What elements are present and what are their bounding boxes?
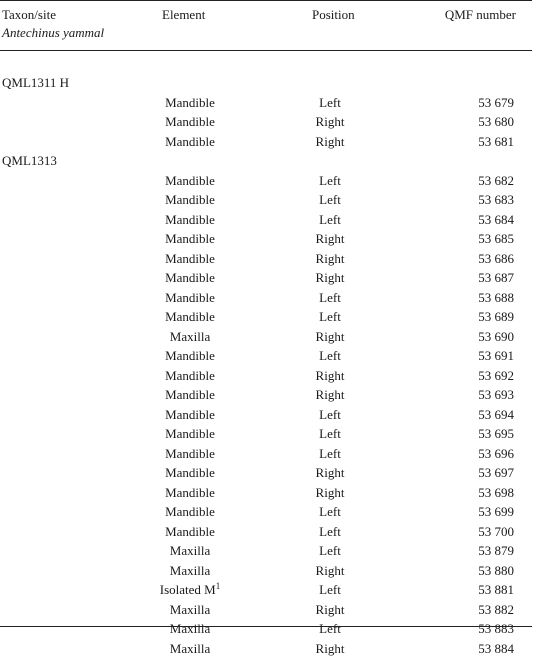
table-row <box>0 249 534 269</box>
element-text: Mandible <box>165 407 215 422</box>
qmf-number-cell: 53 680 <box>478 112 514 132</box>
table-row <box>0 444 534 464</box>
table-row <box>0 424 534 444</box>
header-taxon-site <box>2 6 104 42</box>
element-cell <box>130 561 250 581</box>
element-cell <box>130 463 250 483</box>
qmf-number-cell: 53 684 <box>478 210 514 230</box>
qmf-number-cell: 53 697 <box>478 463 514 483</box>
table-row <box>0 522 534 542</box>
element-text: Isolated M <box>160 582 216 597</box>
position-cell: Right <box>280 366 380 386</box>
position-cell: Left <box>280 424 380 444</box>
position-cell: Left <box>280 190 380 210</box>
qmf-number-cell: 53 700 <box>478 522 514 542</box>
qmf-number-cell: 53 883 <box>478 619 514 639</box>
qmf-number-cell: 53 681 <box>478 132 514 152</box>
header-qmf-number: QMF number <box>445 6 516 24</box>
position-cell: Right <box>280 132 380 152</box>
element-text: Mandible <box>165 173 215 188</box>
element-cell <box>130 93 250 113</box>
element-text: Maxilla <box>170 621 210 636</box>
table-row <box>0 346 534 366</box>
qmf-number-cell: 53 699 <box>478 502 514 522</box>
element-cell <box>130 366 250 386</box>
qmf-number-cell: 53 882 <box>478 600 514 620</box>
table-row <box>0 210 534 230</box>
table-row <box>0 541 534 561</box>
element-cell <box>130 327 250 347</box>
position-cell: Right <box>280 483 380 503</box>
qmf-number-cell: 53 688 <box>478 288 514 308</box>
qmf-number-cell: 53 880 <box>478 561 514 581</box>
table-row <box>0 463 534 483</box>
position-cell: Right <box>280 639 380 658</box>
position-cell: Left <box>280 619 380 639</box>
position-cell: Right <box>280 463 380 483</box>
element-cell <box>130 288 250 308</box>
qmf-number-cell: 53 691 <box>478 346 514 366</box>
table-row <box>0 483 534 503</box>
element-text: Maxilla <box>170 543 210 558</box>
position-cell: Left <box>280 93 380 113</box>
element-cell <box>130 210 250 230</box>
site-row <box>0 73 534 93</box>
table-row <box>0 561 534 581</box>
element-text: Mandible <box>165 95 215 110</box>
element-text: Mandible <box>165 290 215 305</box>
table-row <box>0 502 534 522</box>
position-cell: Right <box>280 327 380 347</box>
table-row <box>0 327 534 347</box>
element-cell <box>130 522 250 542</box>
site-row <box>0 151 534 171</box>
qmf-number-cell: 53 686 <box>478 249 514 269</box>
header-position: Position <box>312 6 355 24</box>
position-cell: Left <box>280 522 380 542</box>
table-body <box>0 73 534 658</box>
position-cell: Left <box>280 541 380 561</box>
bottom-rule <box>0 626 532 627</box>
element-text: Maxilla <box>170 329 210 344</box>
element-cell <box>130 385 250 405</box>
table-row <box>0 190 534 210</box>
table-row <box>0 229 534 249</box>
element-cell <box>130 171 250 191</box>
qmf-number-cell: 53 692 <box>478 366 514 386</box>
qmf-number-cell: 53 695 <box>478 424 514 444</box>
table-row <box>0 171 534 191</box>
position-cell: Left <box>280 580 380 600</box>
position-cell: Right <box>280 268 380 288</box>
element-superscript: 1 <box>216 581 221 591</box>
element-cell <box>130 346 250 366</box>
qmf-number-cell: 53 685 <box>478 229 514 249</box>
qmf-number-cell: 53 689 <box>478 307 514 327</box>
element-cell <box>130 190 250 210</box>
element-cell <box>130 112 250 132</box>
element-text: Mandible <box>165 446 215 461</box>
table-row <box>0 619 534 639</box>
element-cell <box>130 580 250 600</box>
element-text: Mandible <box>165 251 215 266</box>
element-text: Mandible <box>165 231 215 246</box>
position-cell: Right <box>280 249 380 269</box>
element-text: Mandible <box>165 192 215 207</box>
qmf-number-cell: 53 690 <box>478 327 514 347</box>
qmf-number-cell: 53 687 <box>478 268 514 288</box>
position-cell: Left <box>280 171 380 191</box>
element-cell <box>130 229 250 249</box>
element-cell <box>130 249 250 269</box>
position-cell: Right <box>280 385 380 405</box>
element-text: Mandible <box>165 426 215 441</box>
table-row <box>0 268 534 288</box>
element-text: Mandible <box>165 270 215 285</box>
table-row <box>0 385 534 405</box>
element-text: Mandible <box>165 387 215 402</box>
element-text: Maxilla <box>170 602 210 617</box>
table-row <box>0 580 534 600</box>
table-row <box>0 112 534 132</box>
element-text: Maxilla <box>170 641 210 656</box>
element-text: Mandible <box>165 524 215 539</box>
element-text: Maxilla <box>170 563 210 578</box>
site-label: QML1311 H <box>2 73 69 93</box>
table-row <box>0 405 534 425</box>
element-text: Mandible <box>165 309 215 324</box>
qmf-number-cell: 53 879 <box>478 541 514 561</box>
position-cell: Left <box>280 346 380 366</box>
element-cell <box>130 639 250 658</box>
qmf-number-cell: 53 693 <box>478 385 514 405</box>
table-row <box>0 288 534 308</box>
element-cell <box>130 307 250 327</box>
position-cell: Right <box>280 561 380 581</box>
table-row <box>0 600 534 620</box>
table-row <box>0 93 534 113</box>
position-cell: Right <box>280 112 380 132</box>
position-cell: Left <box>280 405 380 425</box>
element-text: Mandible <box>165 465 215 480</box>
element-text: Mandible <box>165 348 215 363</box>
header-taxon-site-label: Taxon/site <box>2 7 56 22</box>
position-cell: Right <box>280 600 380 620</box>
position-cell: Right <box>280 229 380 249</box>
position-cell: Left <box>280 444 380 464</box>
header-taxon-name: Antechinus yammal <box>2 24 104 42</box>
position-cell: Left <box>280 288 380 308</box>
position-cell: Left <box>280 210 380 230</box>
element-cell <box>130 268 250 288</box>
element-cell <box>130 424 250 444</box>
position-cell: Left <box>280 502 380 522</box>
element-cell <box>130 541 250 561</box>
qmf-number-cell: 53 679 <box>478 93 514 113</box>
qmf-number-cell: 53 683 <box>478 190 514 210</box>
table-row <box>0 639 534 658</box>
element-cell <box>130 619 250 639</box>
qmf-number-cell: 53 696 <box>478 444 514 464</box>
table-row <box>0 132 534 152</box>
header-rule <box>0 50 532 51</box>
top-rule <box>0 0 532 1</box>
element-cell <box>130 483 250 503</box>
qmf-number-cell: 53 694 <box>478 405 514 425</box>
element-text: Mandible <box>165 485 215 500</box>
element-cell <box>130 132 250 152</box>
element-cell <box>130 502 250 522</box>
qmf-number-cell: 53 884 <box>478 639 514 658</box>
table-row <box>0 366 534 386</box>
element-text: Mandible <box>165 114 215 129</box>
element-cell <box>130 444 250 464</box>
qmf-number-cell: 53 682 <box>478 171 514 191</box>
site-label: QML1313 <box>2 151 57 171</box>
qmf-number-cell: 53 881 <box>478 580 514 600</box>
element-text: Mandible <box>165 504 215 519</box>
qmf-number-cell: 53 698 <box>478 483 514 503</box>
table-row <box>0 307 534 327</box>
header-element: Element <box>162 6 205 24</box>
element-text: Mandible <box>165 134 215 149</box>
element-cell <box>130 405 250 425</box>
element-cell <box>130 600 250 620</box>
element-text: Mandible <box>165 212 215 227</box>
position-cell: Left <box>280 307 380 327</box>
element-text: Mandible <box>165 368 215 383</box>
